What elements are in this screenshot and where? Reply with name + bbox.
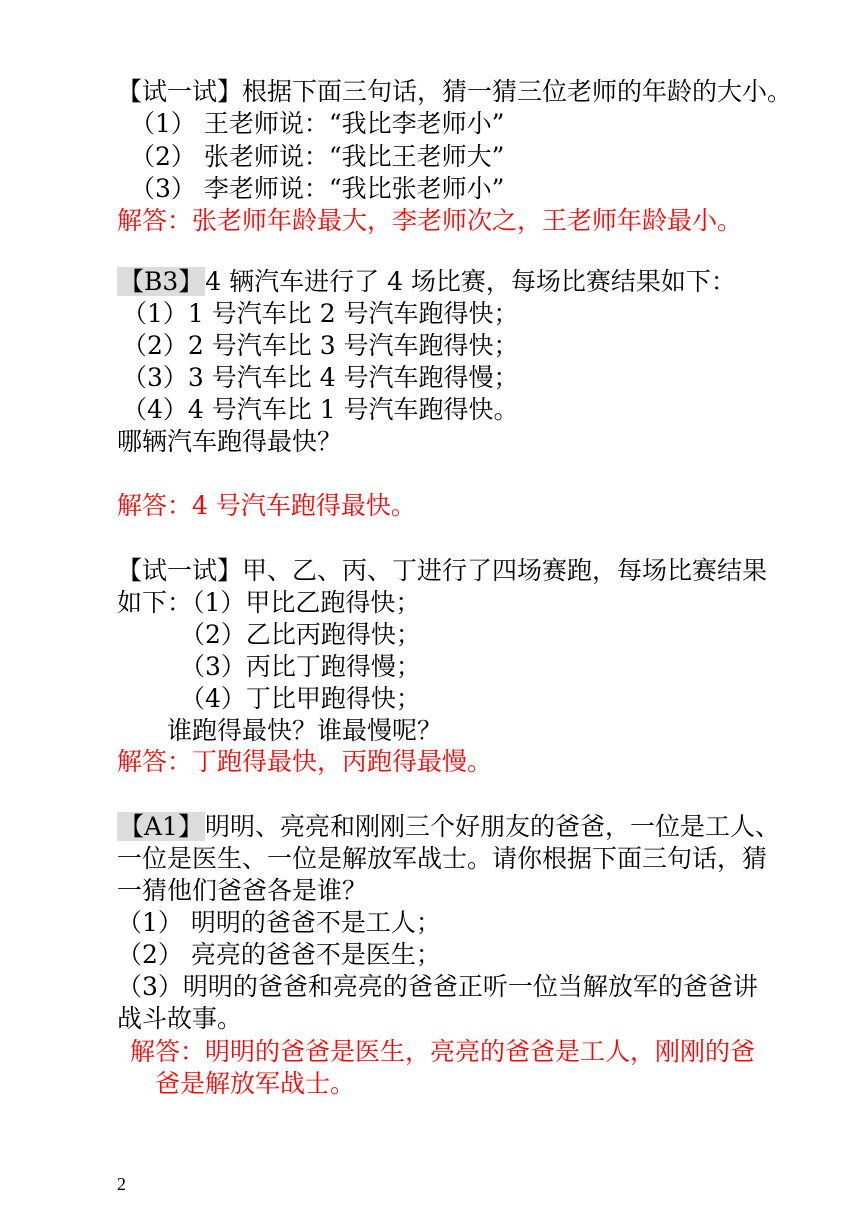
- s3-item-1: （1）甲比乙跑得快；: [192, 588, 421, 617]
- s2-item-4: （4）4 号汽车比 1 号汽车跑得快。: [122, 395, 519, 424]
- s4-item-3-cont: 战斗故事。: [117, 1004, 243, 1033]
- s3-item-2: （2）乙比丙跑得快；: [180, 620, 421, 649]
- s2-item-1: （1）1 号汽车比 2 号汽车跑得快；: [122, 299, 519, 328]
- s3-intro-2: 如下：: [117, 588, 193, 617]
- s3-item-4: （4）丁比甲跑得快；: [180, 684, 421, 713]
- s4-intro-line: [117, 811, 780, 843]
- page-number: 2: [117, 1174, 126, 1194]
- s4-intro-2: 一位是医生、一位是解放军战士。请你根据下面三句话，猜: [117, 844, 768, 873]
- s4-answer-1: 解答：明明的爸爸是医生，亮亮的爸爸是工人，刚刚的爸: [130, 1037, 756, 1066]
- s4-intro-3: 一猜他们爸爸各是谁？: [117, 876, 368, 905]
- s4-intro-1: 明明、亮亮和刚刚三个好朋友的爸爸，一位是工人、: [204, 812, 780, 841]
- s2-question: 哪辆汽车跑得最快？: [117, 427, 343, 456]
- s1-item-3: （3） 李老师说：“我比张老师小”: [130, 174, 505, 203]
- s2-item-3: （3）3 号汽车比 4 号汽车跑得慢；: [122, 363, 519, 392]
- s1-tag: 【试一试】: [117, 77, 243, 106]
- s3-item-3: （3）丙比丁跑得慢；: [180, 652, 421, 681]
- s1-item-1: （1） 王老师说：“我比李老师小”: [130, 109, 505, 138]
- s2-tag: 【B3】: [119, 267, 204, 296]
- s3-intro-1: 甲、乙、丙、丁进行了四场赛跑，每场比赛结果: [242, 556, 768, 585]
- s4-item-3: （3）明明的爸爸和亮亮的爸爸正听一位当解放军的爸爸讲: [117, 972, 758, 1001]
- s3-tag: 【试一试】: [117, 556, 243, 585]
- s4-answer-2: 爸是解放军战士。: [155, 1069, 356, 1098]
- s1-intro-line: [117, 76, 792, 108]
- s2-intro: 4 辆汽车进行了 4 场比赛，每场比赛结果如下：: [205, 267, 736, 296]
- s4-item-2: （2） 亮亮的爸爸不是医生；: [117, 940, 441, 969]
- s4-item-1: （1） 明明的爸爸不是工人；: [117, 908, 441, 937]
- s2-item-2: （2）2 号汽车比 3 号汽车跑得快；: [122, 331, 519, 360]
- s2-answer: 解答：4 号汽车跑得最快。: [117, 491, 416, 520]
- s1-intro: 根据下面三句话，猜一猜三位老师的年龄的大小。: [242, 77, 793, 106]
- s3-intro-line-2: [117, 587, 420, 619]
- s4-tag: 【A1】: [119, 812, 203, 841]
- s3-question: 谁跑得最快？谁最慢呢？: [167, 716, 443, 745]
- s3-intro-line: [117, 555, 767, 587]
- s2-intro-line: [117, 266, 736, 298]
- s1-item-2: （2） 张老师说：“我比王老师大”: [130, 142, 505, 171]
- s1-answer: 解答：张老师年龄最大，李老师次之，王老师年龄最小。: [117, 206, 743, 235]
- s3-answer: 解答：丁跑得最快，丙跑得最慢。: [117, 747, 493, 776]
